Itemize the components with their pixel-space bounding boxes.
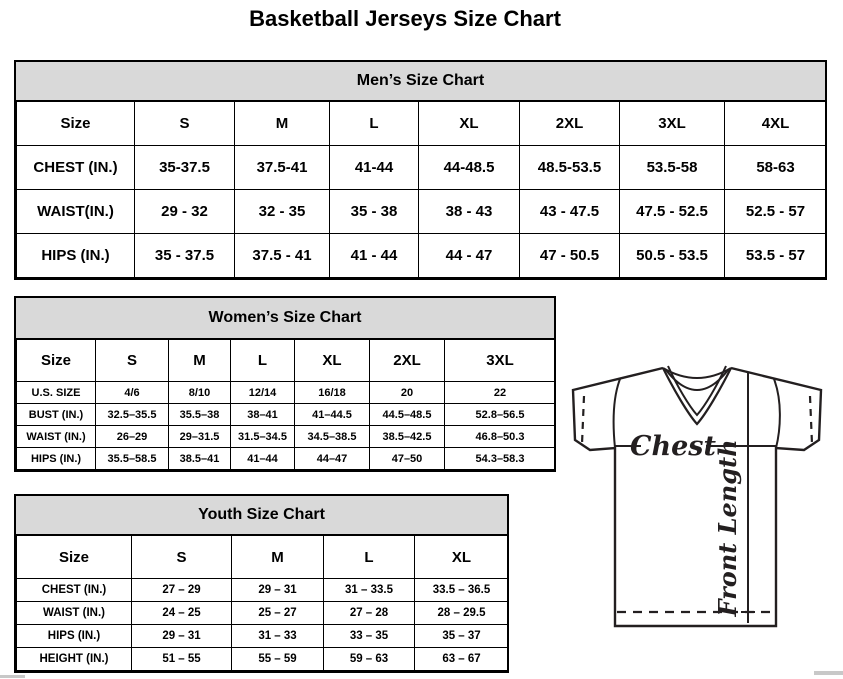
size-value: 37.5 - 41	[235, 234, 330, 278]
size-value: 24 – 25	[132, 602, 232, 625]
size-value: 35 - 37.5	[135, 234, 235, 278]
row-label: HEIGHT (IN.)	[17, 648, 132, 671]
size-value: 31 – 33	[232, 625, 324, 648]
size-value: 53.5-58	[620, 146, 725, 190]
column-header: L	[324, 536, 415, 579]
row-label: U.S. SIZE	[17, 382, 96, 404]
size-value: 12/14	[231, 382, 295, 404]
size-value: 35.5–58.5	[96, 448, 169, 470]
size-value: 29 - 32	[135, 190, 235, 234]
size-value: 38 - 43	[419, 190, 520, 234]
table-row	[17, 625, 509, 648]
size-value: 47–50	[370, 448, 445, 470]
size-value: 8/10	[169, 382, 231, 404]
size-value: 41–44.5	[295, 404, 370, 426]
column-header: L	[231, 340, 295, 382]
row-label: WAIST (IN.)	[17, 602, 132, 625]
column-header: 2XL	[370, 340, 445, 382]
size-value: 33 – 35	[324, 625, 415, 648]
row-label: WAIST (IN.)	[17, 426, 96, 448]
size-value: 47 - 50.5	[520, 234, 620, 278]
size-value: 29 – 31	[132, 625, 232, 648]
size-value: 44 - 47	[419, 234, 520, 278]
horizontal-scrollbar-fragment-left[interactable]	[0, 675, 25, 678]
table-row	[17, 648, 509, 671]
size-value: 44–47	[295, 448, 370, 470]
size-value: 44.5–48.5	[370, 404, 445, 426]
size-value: 55 – 59	[232, 648, 324, 671]
table-row	[17, 404, 556, 426]
column-header: L	[330, 102, 419, 146]
left-cuff-stitch-dashed	[582, 396, 584, 444]
size-value: 27 – 28	[324, 602, 415, 625]
size-value: 32.5–35.5	[96, 404, 169, 426]
row-label: CHEST (IN.)	[17, 579, 132, 602]
size-value: 54.3–58.3	[445, 448, 556, 470]
size-value: 35 – 37	[415, 625, 509, 648]
mens-size-chart	[14, 60, 827, 280]
column-header: S	[96, 340, 169, 382]
column-header: 3XL	[445, 340, 556, 382]
table-row	[17, 579, 509, 602]
size-value: 27 – 29	[132, 579, 232, 602]
size-label: Size	[17, 340, 96, 382]
size-value: 35 - 38	[330, 190, 419, 234]
size-value: 28 – 29.5	[415, 602, 509, 625]
row-label: HIPS (IN.)	[17, 234, 135, 278]
page-title: Basketball Jerseys Size Chart	[249, 6, 561, 31]
size-value: 38.5–41	[169, 448, 231, 470]
front-length-label: Front Length	[713, 439, 742, 617]
size-value: 44-48.5	[419, 146, 520, 190]
size-value: 34.5–38.5	[295, 426, 370, 448]
size-value: 29–31.5	[169, 426, 231, 448]
size-header-row	[17, 340, 556, 382]
size-value: 41-44	[330, 146, 419, 190]
table-row	[17, 190, 827, 234]
size-value: 58-63	[725, 146, 827, 190]
size-value: 52.8–56.5	[445, 404, 556, 426]
womens-chart-title: Women’s Size Chart	[16, 298, 554, 339]
size-value: 52.5 - 57	[725, 190, 827, 234]
row-label: HIPS (IN.)	[17, 625, 132, 648]
table-row	[17, 426, 556, 448]
size-header-row	[17, 536, 509, 579]
size-value: 48.5-53.5	[520, 146, 620, 190]
size-value: 41 - 44	[330, 234, 419, 278]
size-value: 41–44	[231, 448, 295, 470]
size-value: 25 – 27	[232, 602, 324, 625]
chest-label: Chest	[630, 431, 716, 462]
table-row	[17, 234, 827, 278]
size-value: 31.5–34.5	[231, 426, 295, 448]
jersey-measurement-diagram	[556, 360, 843, 632]
horizontal-scrollbar-fragment-right[interactable]	[814, 671, 843, 675]
youth-size-table	[16, 535, 509, 671]
column-header: S	[135, 102, 235, 146]
size-value: 50.5 - 53.5	[620, 234, 725, 278]
size-value: 32 - 35	[235, 190, 330, 234]
size-value: 53.5 - 57	[725, 234, 827, 278]
row-label: CHEST (IN.)	[17, 146, 135, 190]
row-label: BUST (IN.)	[17, 404, 96, 426]
jersey-outline	[573, 368, 821, 626]
size-value: 63 – 67	[415, 648, 509, 671]
size-value: 20	[370, 382, 445, 404]
size-value: 46.8–50.3	[445, 426, 556, 448]
size-value: 33.5 – 36.5	[415, 579, 509, 602]
size-value: 38–41	[231, 404, 295, 426]
size-value: 22	[445, 382, 556, 404]
size-label: Size	[17, 102, 135, 146]
table-row	[17, 602, 509, 625]
table-row	[17, 382, 556, 404]
size-value: 59 – 63	[324, 648, 415, 671]
size-value: 4/6	[96, 382, 169, 404]
size-value: 38.5–42.5	[370, 426, 445, 448]
size-header-row	[17, 102, 827, 146]
mens-chart-title: Men’s Size Chart	[16, 62, 825, 101]
size-label: Size	[17, 536, 132, 579]
row-label: HIPS (IN.)	[17, 448, 96, 470]
column-header: 2XL	[520, 102, 620, 146]
size-value: 26–29	[96, 426, 169, 448]
size-value: 47.5 - 52.5	[620, 190, 725, 234]
size-value: 35-37.5	[135, 146, 235, 190]
table-row	[17, 448, 556, 470]
size-value: 35.5–38	[169, 404, 231, 426]
youth-chart-title: Youth Size Chart	[16, 496, 507, 535]
column-header: S	[132, 536, 232, 579]
womens-size-table	[16, 339, 556, 470]
column-header: XL	[419, 102, 520, 146]
size-value: 31 – 33.5	[324, 579, 415, 602]
column-header: XL	[295, 340, 370, 382]
column-header: XL	[415, 536, 509, 579]
table-row	[17, 146, 827, 190]
size-value: 43 - 47.5	[520, 190, 620, 234]
row-label: WAIST(IN.)	[17, 190, 135, 234]
left-sleeve-seam	[614, 379, 620, 448]
column-header: M	[235, 102, 330, 146]
column-header: 4XL	[725, 102, 827, 146]
mens-size-table	[16, 101, 827, 278]
right-cuff-stitch-dashed	[810, 396, 812, 444]
column-header: M	[232, 536, 324, 579]
column-header: M	[169, 340, 231, 382]
column-header: 3XL	[620, 102, 725, 146]
womens-size-chart	[14, 296, 556, 472]
size-value: 16/18	[295, 382, 370, 404]
youth-size-chart	[14, 494, 509, 673]
right-sleeve-seam	[774, 379, 780, 448]
size-value: 29 – 31	[232, 579, 324, 602]
size-value: 51 – 55	[132, 648, 232, 671]
size-value: 37.5-41	[235, 146, 330, 190]
